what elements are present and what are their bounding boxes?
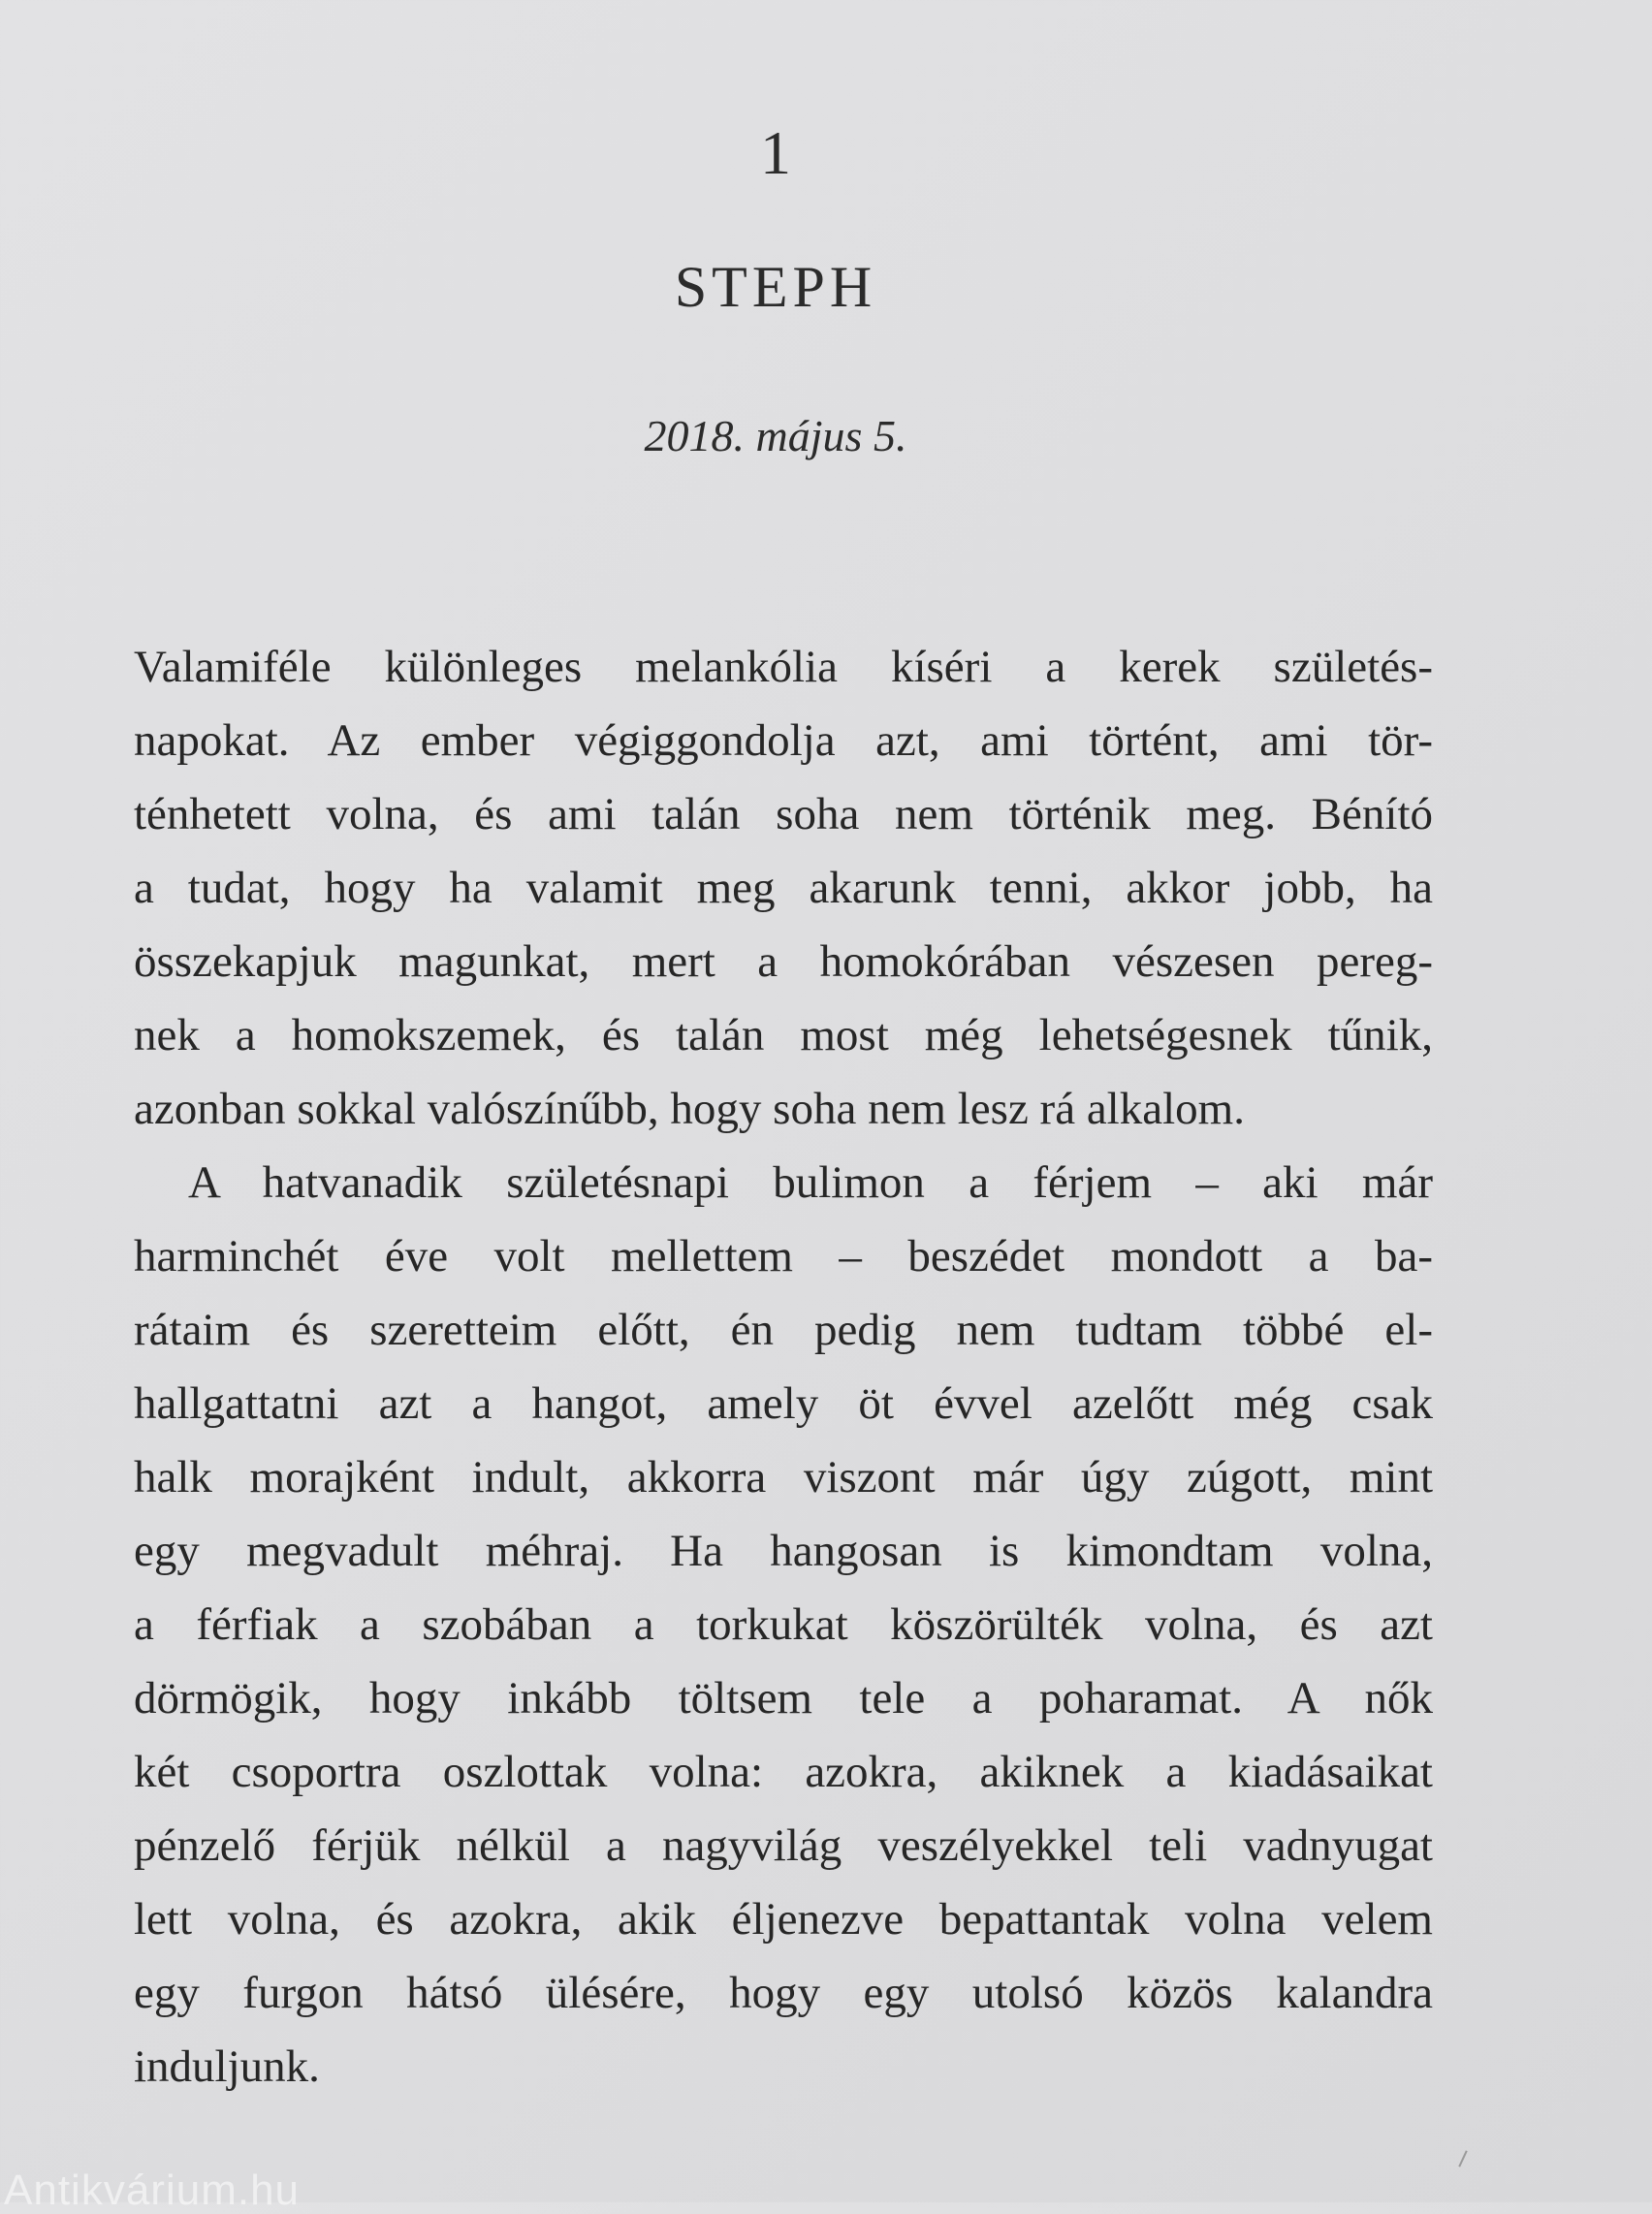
text-line: Valamiféle különleges melankólia kíséri a kerek születés- <box>134 642 1433 692</box>
text-line: lett volna, és azokra, akik éljenezve bepattantak volna velem <box>134 1894 1433 1945</box>
text-line: két csoportra oszlottak volna: azokra, akiknek a kiadásaikat <box>134 1747 1433 1797</box>
chapter-date: 2018. május 5. <box>644 411 907 460</box>
text-line: egy furgon hátsó ülésére, hogy egy utolsó közös kalandra <box>134 1968 1433 2018</box>
text-line: napokat. Az ember végiggondolja azt, ami történt, ami tör- <box>134 715 1433 766</box>
text-line: A hatvanadik születésnapi bulimon a férjem – aki már <box>188 1157 1433 1208</box>
chapter-number: 1 <box>760 118 791 187</box>
text-line: egy megvadult méhraj. Ha hangosan is kimondtam volna, <box>134 1526 1433 1576</box>
text-line: ténhetett volna, és ami talán soha nem történik meg. Bénító <box>134 789 1433 839</box>
text-line: a tudat, hogy ha valamit meg akarunk tenni, akkor jobb, ha <box>134 863 1433 913</box>
text-line: azonban sokkal valószínűbb, hogy soha nem lesz rá alkalom. <box>134 1084 1245 1134</box>
text-line: halk morajként indult, akkorra viszont már úgy zúgott, mint <box>134 1452 1433 1502</box>
text-line: nek a homokszemek, és talán most még lehetségesnek tűnik, <box>134 1010 1433 1060</box>
watermark: Antikvárium.hu <box>4 2167 301 2214</box>
paper-speck <box>1458 2150 1467 2167</box>
text-line: rátaim és szeretteim előtt, én pedig nem tudtam többé el- <box>134 1305 1433 1355</box>
text-line: pénzelő férjük nélkül a nagyvilág veszélyekkel teli vadnyugat <box>134 1820 1433 1871</box>
body-text <box>134 630 1433 2103</box>
text-line: a férfiak a szobában a torkukat köszörülték volna, és azt <box>134 1599 1433 1650</box>
text-line: harminchét éve volt mellettem – beszédet mondott a ba- <box>134 1231 1433 1281</box>
text-line: induljunk. <box>134 2041 320 2092</box>
chapter-title: STEPH <box>674 255 877 319</box>
text-line: összekapjuk magunkat, mert a homokórában vészesen pereg- <box>134 936 1433 987</box>
text-line: hallgattatni azt a hangot, amely öt évvel azelőtt még csak <box>134 1378 1433 1429</box>
text-line: dörmögik, hogy inkább töltsem tele a poharamat. A nők <box>134 1673 1433 1724</box>
